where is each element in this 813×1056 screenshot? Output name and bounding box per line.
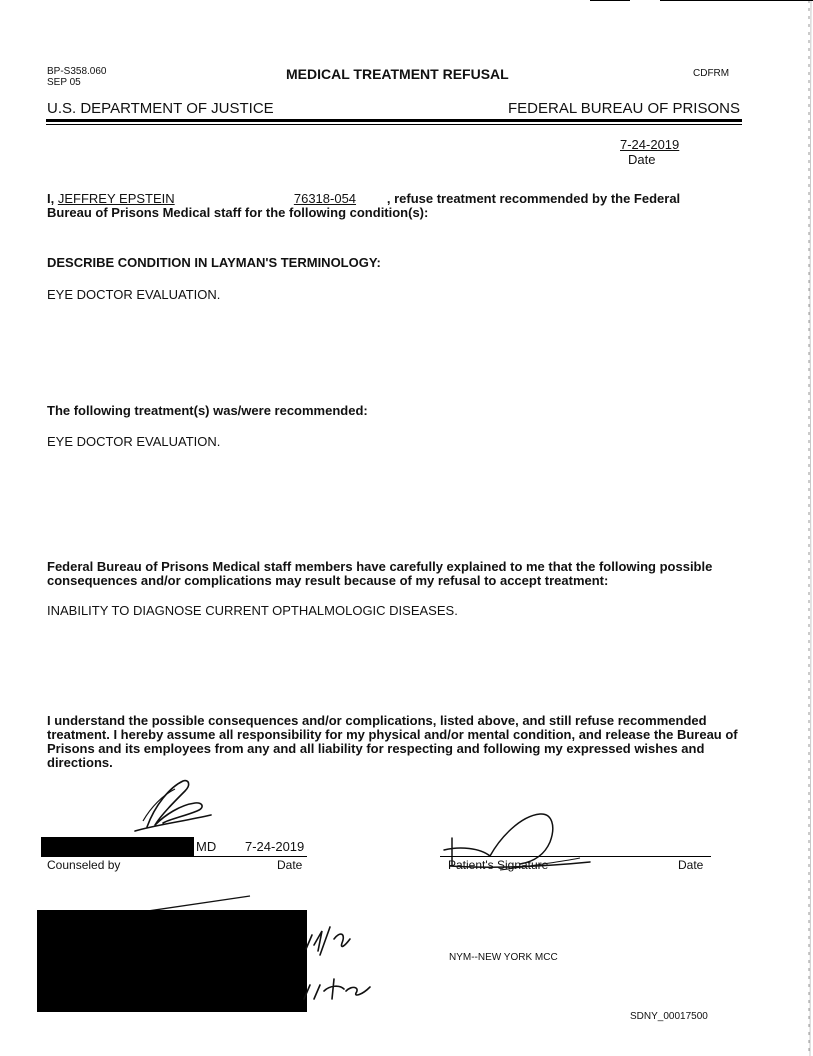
counseled-by-label: Counseled by: [47, 858, 121, 872]
form-date-value: 7-24-2019: [620, 137, 680, 152]
handwritten-initials: [300, 915, 390, 1005]
redacted-block: [37, 910, 307, 1012]
statement-prefix: I,: [47, 191, 55, 206]
counselor-credential: MD: [196, 839, 217, 854]
condition-heading: DESCRIBE CONDITION IN LAYMAN'S TERMINOLOGY:: [47, 255, 381, 270]
patient-signature-label: Patient's Signature: [448, 858, 549, 872]
form-code: BP-S358.060: [47, 66, 107, 77]
bureau: FEDERAL BUREAU OF PRISONS: [508, 100, 740, 117]
form-date-label: Date: [628, 152, 656, 167]
consequences-text: INABILITY TO DIAGNOSE CURRENT OPTHALMOLOGIC DISEASES.: [47, 603, 458, 618]
patient-date-label: Date: [678, 858, 704, 872]
condition-text: EYE DOCTOR EVALUATION.: [47, 287, 221, 302]
department: U.S. DEPARTMENT OF JUSTICE: [47, 100, 274, 117]
treatment-heading: The following treatment(s) was/were recommended:: [47, 403, 368, 418]
statement-line-2: Bureau of Prisons Medical staff for the following condition(s):: [47, 205, 429, 220]
top-scan-mark-2: [660, 0, 813, 1]
patient-line: [440, 856, 711, 857]
form-suffix: CDFRM: [693, 68, 730, 79]
acknowledgement-text: I understand the possible consequences and/or complications, listed above, and still refuse recommended treatment. I hereby assume all responsibility for my physical and/or mental condition, and release the Bureau of Prisons and its employees from any and all liability for respecting and following my expressed wishes and directions.: [47, 713, 738, 770]
institution: NYM--NEW YORK MCC: [449, 952, 558, 963]
counselor-date: 7-24-2019: [245, 839, 305, 854]
redacted-counselor-name: [41, 837, 194, 857]
form-date: SEP 05: [47, 77, 81, 88]
bates-number: SDNY_00017500: [630, 1011, 708, 1022]
statement-line-1: [47, 191, 680, 206]
counselor-signature: [125, 775, 215, 833]
form-title: MEDICAL TREATMENT REFUSAL: [286, 66, 509, 82]
scan-edge: [799, 0, 813, 1056]
register-number: 76318-054: [293, 191, 357, 206]
patient-name: JEFFREY EPSTEIN: [57, 191, 175, 206]
counselor-date-label: Date: [277, 858, 303, 872]
top-scan-mark: [590, 0, 630, 1]
header-rule-thin: [46, 124, 742, 125]
statement-suffix: , refuse treatment recommended by the Federal: [386, 191, 681, 206]
header-rule: [46, 119, 742, 122]
consequences-heading: Federal Bureau of Prisons Medical staff members have carefully explained to me that the following possible consequences and/or complications may result because of my refusal to accept treatment:: [47, 559, 713, 588]
counselor-line: [41, 856, 307, 857]
treatment-text: EYE DOCTOR EVALUATION.: [47, 434, 221, 449]
